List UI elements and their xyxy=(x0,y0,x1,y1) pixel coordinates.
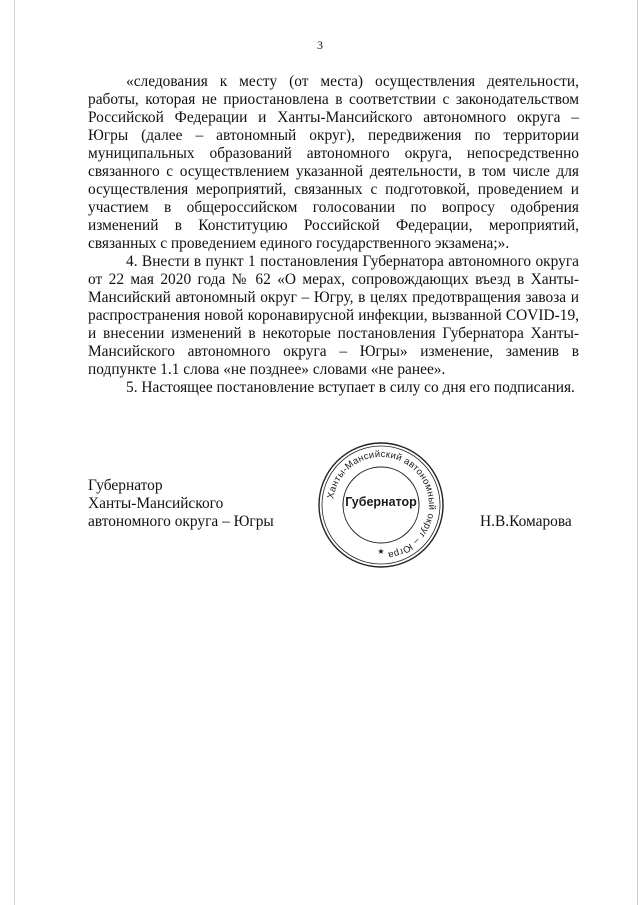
seal-ring-text: Ханты-Мансийский автономный округ – Югра xyxy=(325,448,438,561)
scan-edge-left xyxy=(14,0,15,905)
signatory-position xyxy=(88,477,274,531)
paragraph-item-5: 5. Настоящее постановление вступает в силу со дня его подписания. xyxy=(126,379,575,396)
paragraph-item-4: 4. Внести в пункт 1 постановления Губернатора автономного округа от 22 мая 2020 года № 62 «О мерах, сопровождающих въезд в Ханты-Мансийский автономный округ – Югру, в целях предотвращения завоза и распространения новой коронавирусной инфекции, вызванной COVID-19, и внесении изменений в некоторые постановления Губернатора Ханты-Мансийского автономного округа – Югры» изменение, заменив в подпункте 1.1 слова «не позднее» словами «не ранее». xyxy=(88,253,579,378)
position-line-3: автономного округа – Югры xyxy=(88,513,274,530)
official-seal xyxy=(316,440,446,570)
scan-edge-right xyxy=(637,0,638,905)
document-body xyxy=(88,73,579,397)
seal-star: ★ xyxy=(377,547,385,556)
seal-center-text: Губернатор xyxy=(345,495,417,509)
position-line-1: Губернатор xyxy=(88,477,163,494)
paragraph-continuation: «следования к месту (от места) осуществления деятельности, работы, которая не приостановлена в соответствии с законодательством Российской Федерации и Ханты-Мансийского автономного округа – Югры (далее – автономный округ), передвижения по территории муниципальных образований автономного округа, непосредственно связанного с осуществлением указанной деятельности, в том числе для осуществления мероприятий, связанных с подготовкой, проведением и участием в общероссийском голосовании по вопросу одобрения изменений в Конституцию Российской Федерации, мероприятий, связанных с проведением единого государственного экзамена;». xyxy=(88,73,579,252)
page-number: 3 xyxy=(317,38,323,52)
signer-name: Н.В.Комарова xyxy=(480,513,572,530)
position-line-2: Ханты-Мансийского xyxy=(88,495,224,512)
